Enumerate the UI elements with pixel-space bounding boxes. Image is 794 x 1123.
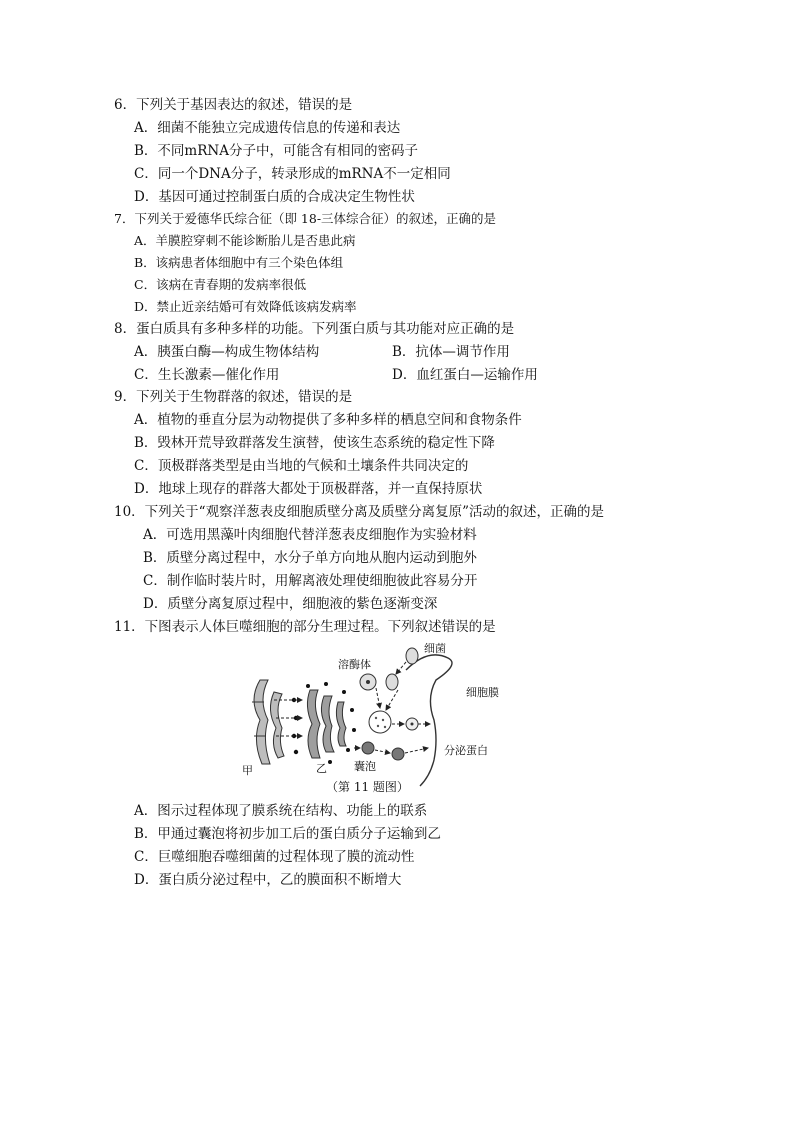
label-lysosome: 溶酶体 [338, 658, 371, 671]
figure-caption: （第 11 题图） [326, 780, 409, 794]
question-7-option-b: B．该病患者体细胞中有三个染色体组 [134, 255, 344, 270]
question-8-option-b: B．抗体—调节作用 [392, 344, 510, 360]
question-11-option-b: B．甲通过囊泡将初步加工后的蛋白质分子运输到乙 [134, 826, 441, 842]
question-6-option-c: C．同一个DNA分子，转录形成的mRNA不一定相同 [134, 166, 451, 182]
secretory-vesicle [362, 742, 374, 754]
question-9-option-c: C．顶极群落类型是由当地的气候和土壤条件共同决定的 [134, 458, 469, 474]
label-bacteria: 细菌 [424, 642, 446, 655]
question-7-option-c: C．该病在青春期的发病率很低 [134, 277, 307, 292]
question-10-stem: 10．下列关于“观察洋葱表皮细胞质壁分离及质壁分离复原”活动的叙述，正确的是 [114, 504, 604, 520]
question-10-option-c: C．制作临时装片时，用解离液处理使细胞彼此容易分开 [143, 573, 478, 589]
question-11-option-c: C．巨噬细胞吞噬细菌的过程体现了膜的流动性 [134, 849, 415, 865]
question-9-option-b: B．毁林开荒导致群落发生演替，使该生态系统的稳定性下降 [134, 435, 495, 451]
vesicle-dots [292, 682, 356, 764]
question-6-stem: 6．下列关于基因表达的叙述，错误的是 [114, 97, 353, 113]
question-11-option-d: D．蛋白质分泌过程中，乙的膜面积不断增大 [134, 872, 402, 888]
question-11-option-a: A．图示过程体现了膜系统在结构、功能上的联系 [134, 803, 428, 819]
golgi-apparatus-shape [307, 690, 346, 758]
question-8-option-d: D．血红蛋白—运输作用 [392, 367, 538, 383]
question-6-option-d: D．基因可通过控制蛋白质的合成决定生物性状 [134, 189, 415, 205]
question-7-stem: 7．下列关于爱德华氏综合征（即 18-三体综合征）的叙述，正确的是 [114, 211, 497, 226]
question-8-stem: 8．蛋白质具有多种多样的功能。下列蛋白质与其功能对应正确的是 [114, 321, 515, 337]
question-9-stem: 9．下列关于生物群落的叙述，错误的是 [114, 389, 353, 405]
macrophage-diagram [238, 640, 554, 794]
question-9-option-a: A．植物的垂直分层为动物提供了多种多样的栖息空间和食物条件 [134, 412, 522, 428]
question-7-option-a: A．羊膜腔穿刺不能诊断胎儿是否患此病 [134, 233, 356, 248]
question-6-option-b: B．不同mRNA分子中，可能含有相同的密码子 [134, 143, 418, 159]
question-6-option-a: A．细菌不能独立完成遗传信息的传递和表达 [134, 120, 401, 136]
question-8-option-c: C．生长激素—催化作用 [134, 367, 280, 383]
question-7-option-d: D．禁止近亲结婚可有效降低该病发病率 [134, 299, 357, 314]
endoplasmic-reticulum-shape [252, 680, 284, 764]
question-10-option-b: B．质壁分离过程中，水分子单方向地从胞内运动到胞外 [143, 550, 477, 566]
label-vesicle: 囊泡 [354, 760, 376, 773]
label-yi: 乙 [316, 762, 327, 775]
question-10-option-d: D．质壁分离复原过程中，细胞液的紫色逐渐变深 [143, 596, 438, 612]
question-11-stem: 11．下图表示人体巨噬细胞的部分生理过程。下列叙述错误的是 [114, 619, 496, 635]
bacterium-shape [406, 648, 418, 664]
question-10-option-a: A．可选用黑藻叶肉细胞代替洋葱表皮细胞作为实验材料 [143, 527, 477, 543]
question-9-option-d: D．地球上现存的群落大都处于顶极群落，并一直保持原状 [134, 481, 483, 497]
label-secreted-protein: 分泌蛋白 [444, 744, 488, 757]
label-jia: 甲 [242, 764, 253, 777]
phagolysosome-shape [369, 711, 391, 733]
question-8-option-a: A．胰蛋白酶—构成生物体结构 [134, 344, 320, 360]
label-cell-membrane: 细胞膜 [466, 686, 499, 699]
